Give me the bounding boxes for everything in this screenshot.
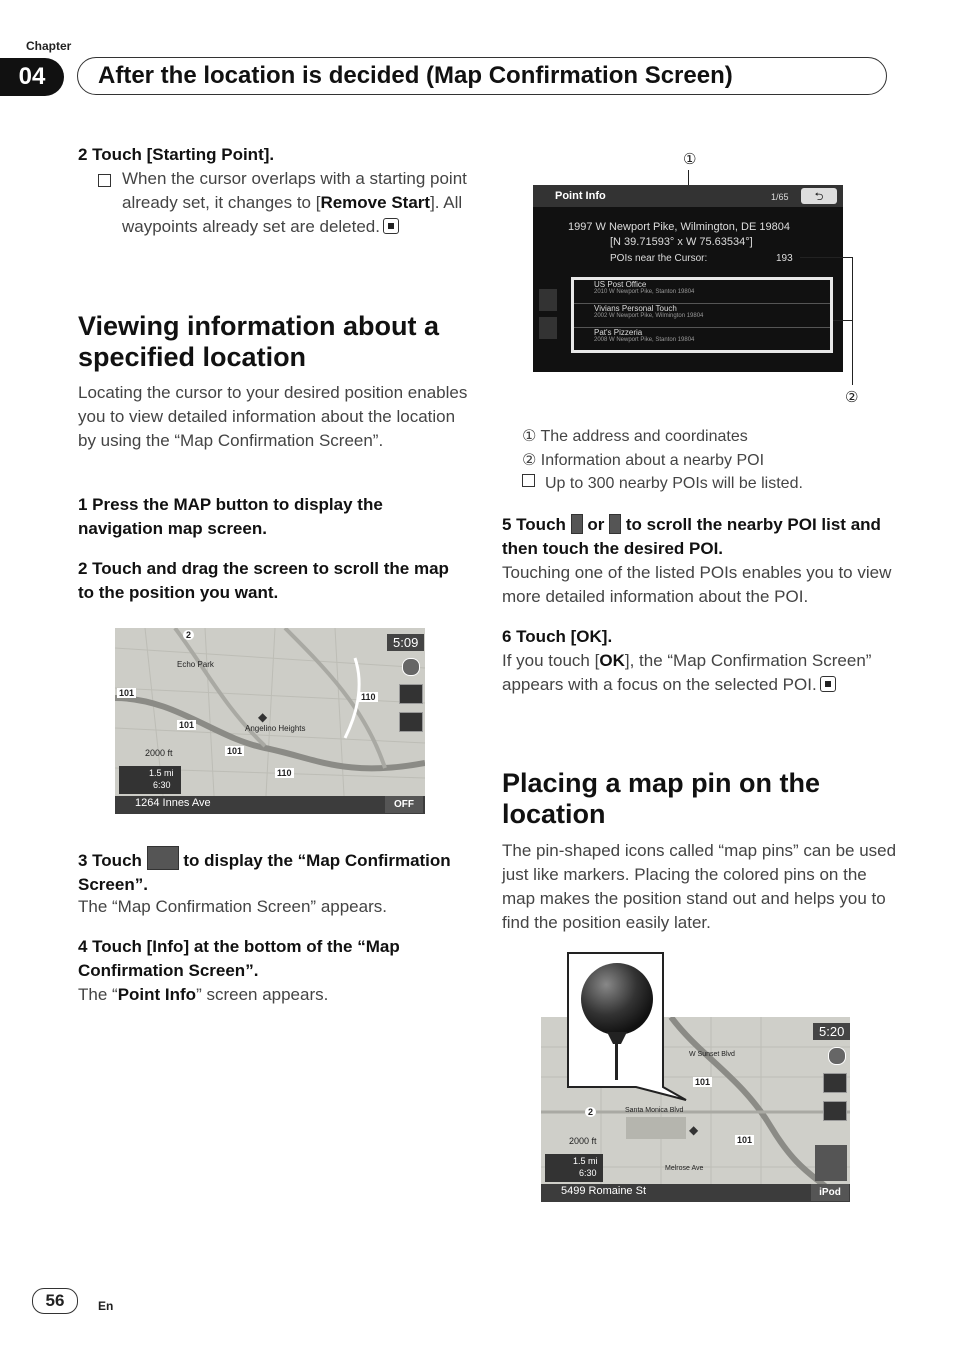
ipod-button[interactable]: iPod [811, 1184, 849, 1201]
poi-list [571, 277, 833, 353]
route-shield: 110 [361, 692, 376, 702]
chapter-label: Chapter [26, 39, 72, 53]
end-mark-icon [383, 218, 399, 234]
map-scale: 2000 ft [569, 1136, 597, 1146]
step6-body: If you touch [OK], the “Map Confirmation Screen” appears with a focus on the selected POI. [502, 651, 872, 694]
step4-touch-info: 4 Touch [Info] at the bottom of the “Map Confirmation Screen”. [78, 937, 400, 980]
section-title-placing: Placing a map pin on the location [502, 768, 821, 829]
language-code: En [98, 1299, 114, 1313]
step2-starting-point: 2 Touch [Starting Point]. [78, 145, 275, 164]
view-mode-icon[interactable] [823, 1073, 847, 1093]
map-scale: 2000 ft [145, 748, 173, 758]
cursor-icon: ◆ [258, 710, 268, 724]
clock: 5:20 [813, 1023, 850, 1040]
point-info-title: Point Info [555, 190, 606, 202]
view-mode-icon[interactable] [399, 684, 423, 704]
ipod-artwork [815, 1145, 847, 1181]
callout-line [800, 257, 852, 258]
back-button[interactable]: ⮌ [801, 188, 837, 204]
pois-label: POIs near the Cursor: [610, 253, 708, 264]
scroll-down-icon [609, 514, 621, 534]
step3-touch-icon: 3 Touch to display the “Map Confirmation Screen”. [78, 846, 478, 897]
chapter-number: 04 [0, 58, 64, 96]
page-number: 56 [32, 1288, 78, 1314]
poi-address: 1997 W Newport Pike, Wilmington, DE 19804 [568, 221, 790, 233]
legend-2: ② Information about a nearby POI [522, 452, 765, 469]
street-name: 5499 Romaine St [561, 1185, 646, 1197]
map-confirm-icon[interactable] [823, 1101, 847, 1121]
compass-icon[interactable] [828, 1047, 846, 1065]
step1-press-map: 1 Press the MAP button to display the navigation map screen. [78, 495, 383, 538]
note-bullet-icon [98, 174, 111, 187]
list-item[interactable]: US Post Office 2010 W Newport Pike, Stanton 19804 [574, 280, 830, 304]
route-shield: 110 [277, 768, 292, 778]
trip-info-box: 1.5 mi 6:30 [119, 766, 181, 794]
section-title-viewing: Viewing information about a specified location [78, 311, 440, 372]
list-item[interactable]: Vivians Personal Touch 2002 W Newport Pike, Wilmington 19804 [574, 304, 830, 328]
end-mark-icon [820, 676, 836, 692]
list-item[interactable]: Pat's Pizzeria 2008 W Newport Pike, Stanton 19804 [594, 328, 695, 343]
page-indicator: 1/65 [771, 192, 789, 202]
trip-info-box: 1.5 mi 6:30 [545, 1154, 603, 1182]
route-shield: 101 [227, 746, 243, 756]
route-shield: 2 [585, 1107, 596, 1117]
step6-touch-ok: 6 Touch [OK]. [502, 627, 613, 646]
step2-note: When the cursor overlaps with a starting point already set, it changes to [Remove Start]. All waypoints already set are deleted. [98, 167, 468, 239]
map-screenshot-1 [115, 628, 425, 814]
route-shield: 101 [695, 1077, 711, 1087]
note-bullet-icon [522, 474, 535, 487]
map-pin-icon [577, 962, 657, 1082]
map-label: Melrose Ave [665, 1165, 704, 1172]
scroll-down-icon[interactable] [539, 317, 557, 339]
section-intro-placing: The pin-shaped icons called “map pins” can be used just like markers. Placing the colored pins on the map makes the position stand out and helps you to find the position easily later. [502, 841, 897, 932]
callout-2: ② [845, 389, 859, 406]
scroll-up-icon [571, 514, 583, 534]
off-button[interactable]: OFF [385, 796, 423, 813]
callout-line [852, 257, 853, 385]
map-confirm-icon[interactable] [399, 712, 423, 732]
map-label: Echo Park [177, 660, 214, 669]
route-shield: 101 [119, 688, 135, 698]
route-shield: 101 [179, 720, 195, 730]
step2-touch-drag: 2 Touch and drag the screen to scroll the map to the position you want. [78, 559, 449, 602]
page-title: After the location is decided (Map Confirmation Screen) [77, 57, 887, 95]
callout-line [833, 320, 852, 321]
step5-scroll: 5 Touch or to scroll the nearby POI list and then touch the desired POI. [502, 515, 881, 558]
map-label: Angelino Heights [245, 724, 306, 733]
step3-body: The “Map Confirmation Screen” appears. [78, 897, 387, 916]
scroll-up-icon[interactable] [539, 289, 557, 311]
step5-body: Touching one of the listed POIs enables you to view more detailed information about the POI. [502, 563, 892, 606]
callout-1: ① [683, 151, 697, 168]
route-shield: 2 [183, 630, 194, 640]
point-info-screenshot [533, 185, 843, 372]
cursor-icon: ◆ [689, 1123, 699, 1137]
route-shield: 101 [737, 1135, 753, 1145]
map-label: Santa Monica Blvd [625, 1107, 684, 1114]
step4-body: The “Point Info” screen appears. [78, 985, 329, 1004]
compass-icon[interactable] [402, 658, 420, 676]
legend-note: Up to 300 nearby POIs will be listed. [522, 472, 803, 496]
pois-count: 193 [776, 253, 793, 264]
map-label: W Sunset Blvd [689, 1051, 735, 1058]
map-confirm-icon [147, 846, 179, 870]
clock: 5:09 [387, 634, 424, 651]
section-intro-viewing: Locating the cursor to your desired position enables you to view detailed information about the location by using the “Map Confirmation Screen”. [78, 383, 468, 450]
legend-1: ① The address and coordinates [522, 428, 748, 445]
street-name: 1264 Innes Ave [135, 797, 211, 809]
poi-coords: [N 39.71593° x W 75.63534°] [610, 236, 753, 248]
